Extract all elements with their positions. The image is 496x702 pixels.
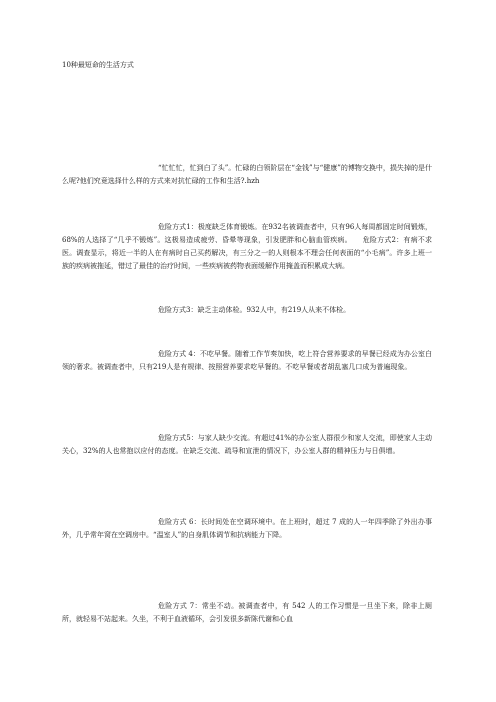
intro-paragraph: “忙忙忙，忙到白了头”。忙碌的白领阶层在“金钱”与“健康”的博物交换中，损失掉的是什么呢?他们究竟选择什么样的方式来对抗忙碌的工作和生活?.hzh xyxy=(62,164,432,185)
paragraph-risk-5: 危险方式5：与家人缺少交流。有超过41%的办公室人群很少和家人交流，即使家人主动关心，32%的人也常抱以应付的态度。在缺乏交流、疏导和宣泄的情况下，办公室人群的精神压力与日俱增。 xyxy=(62,434,432,455)
paragraph-risk-7: 危险方式 7：常坐不动。被调查者中，有 542 人的工作习惯是一旦坐下来，除非上厕所，就轻易不站起来。久坐，不利于血液循环，会引发很多新陈代谢和心血 xyxy=(62,602,432,623)
paragraph-risk-6: 危险方式 6：长时间处在空调环境中。在上班时，超过 7 成的人一年四季除了外出办事外，几乎常年窝在空调房中。“温室人”的自身肌体调节和抗病能力下降。 xyxy=(62,518,432,539)
paragraph-risk-3: 危险方式3：缺乏主动体检。932人中，有219人从来不体检。 xyxy=(158,306,351,314)
document-title: 10种最短命的生活方式 xyxy=(62,61,134,69)
paragraph-risk-1-2: 危险方式1：极度缺乏体育锻炼。在932名被调查者中，只有96人每周都固定时间锻炼，68%的人选择了“几乎不锻炼”。这极易造成疲劳、昏晕等现象，引发肥胖和心脑血管疾病。 危险方式2：有病不求医。调查显示，将近一半的人在有病时自己买药解决，有三分之一的人则根本不理会任何表面的“小毛病”。许多上班一族的疾病被拖延，错过了最佳的治疗时间，一些疾病被药物表面缓解作用掩盖而积累成大病。 xyxy=(62,223,432,270)
paragraph-risk-4: 危险方式 4：不吃早餐。随着工作节奏加快，吃上符合营养要求的早餐已经成为办公室白领的奢求。被调查者中，只有219人是有规律、按照营养要求吃早餐的。不吃早餐或者胡乱塞几口成为普遍现象。 xyxy=(62,350,432,371)
